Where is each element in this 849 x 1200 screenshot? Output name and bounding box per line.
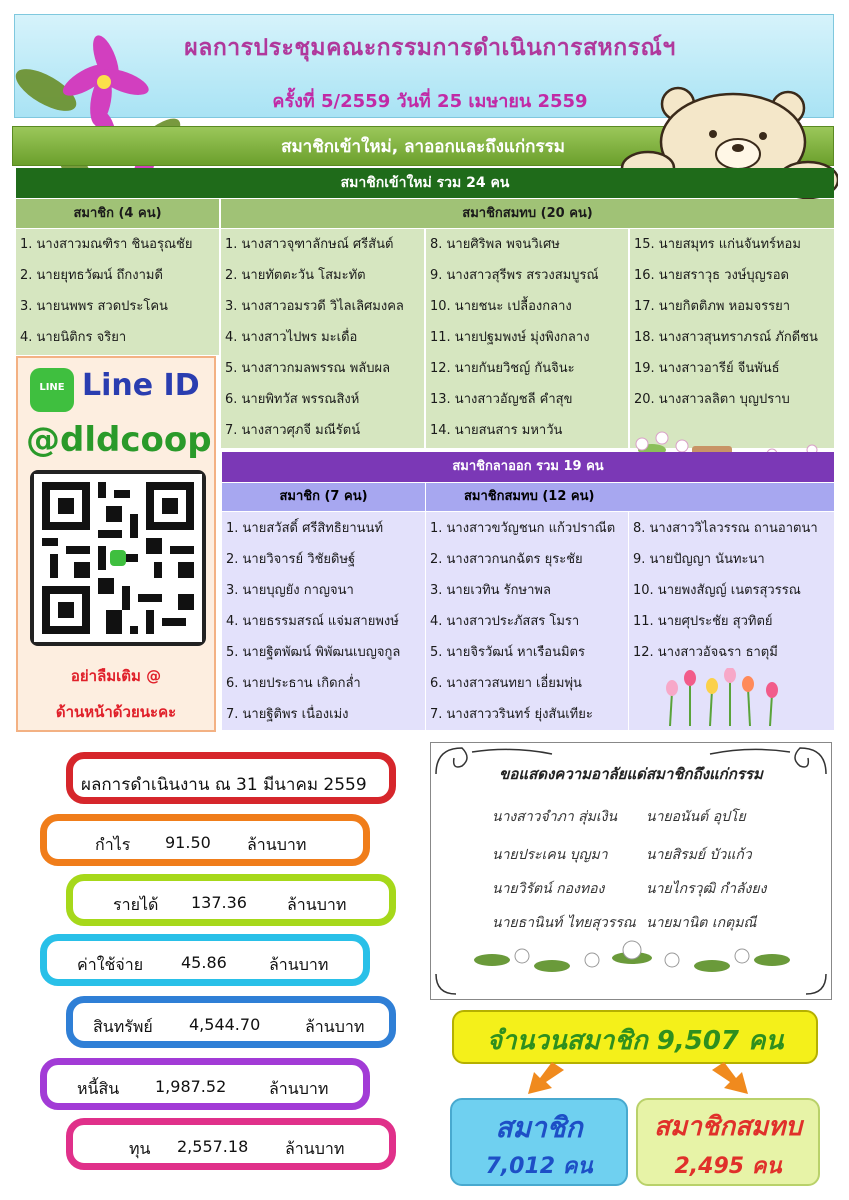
reminder-line-1: อย่าลืมเติม @ — [70, 667, 162, 685]
deceased-name: นางสาวจำภา สุ่มเงิน — [492, 809, 618, 825]
new-members-member-heading: สมาชิก (4 คน) — [16, 199, 219, 228]
expense-box — [40, 934, 370, 986]
list-item: 5. นายฐิตพัฒน์ พิพัฒนเบญจกูล — [226, 645, 401, 660]
deceased-name: นายวิรัตน์ กองทอง — [492, 881, 605, 897]
list-item: 6. นางสาวสนทยา เอี่ยมพุ่น — [430, 676, 582, 691]
list-item: 15. นายสมุทร แก่นจันทร์หอม — [634, 237, 801, 252]
expense-label: ค่าใช้จ่าย — [77, 955, 144, 974]
list-item: 7. นางสาววรินทร์ ยุ่งสันเทียะ — [430, 707, 593, 722]
profit-box — [40, 814, 370, 866]
new-assoc-list-2 — [426, 229, 628, 448]
liabilities-unit: ล้านบาท — [269, 1079, 329, 1098]
equity-label: ทุน — [129, 1139, 151, 1158]
equity-value: 2,557.18 — [177, 1137, 249, 1156]
deceased-name: นายธานินท์ ไทยสุวรรณ — [492, 915, 636, 931]
deceased-name: นายมานิต เกตุมณี — [646, 915, 757, 931]
qr-code[interactable] — [30, 470, 206, 646]
performance-title: ผลการดำเนินงาน ณ 31 มีนาคม 2559 — [81, 775, 367, 795]
list-item: 10. นายชนะ เปลื้องกลาง — [430, 299, 572, 314]
section-bar-title: สมาชิกเข้าใหม่, ลาออกและถึงแก่กรรม — [281, 137, 565, 157]
list-item: 3. นางสาวอมรวดี วิไลเลิศมงคล — [225, 299, 404, 314]
profit-label: กำไร — [95, 835, 131, 854]
list-item: 7. นางสาวศุภจี มณีรัตน์ — [225, 423, 361, 438]
assets-unit: ล้านบาท — [305, 1017, 365, 1036]
list-item: 17. นายกิตติภพ หอมจรรยา — [634, 299, 791, 314]
list-item: 16. นายสราวุธ วงษ์บุญรอด — [634, 268, 789, 283]
list-item: 11. นายปฐมพงษ์ มุ่งพิงกลาง — [430, 330, 590, 345]
resigned-heading: สมาชิกลาออก รวม 19 คน — [222, 452, 834, 482]
new-assoc-list-1 — [221, 229, 424, 448]
assoc-count-box — [636, 1098, 820, 1186]
list-item: 2. นางสาวกนกฉัตร ยุระชัย — [430, 552, 583, 567]
list-item: 4. นางสาวประภัสสร โมรา — [430, 614, 580, 629]
assoc-count-label: สมาชิกสมทบ — [654, 1112, 802, 1142]
profit-value: 91.50 — [165, 833, 211, 852]
line-handle[interactable]: @dldcoop — [26, 420, 212, 460]
revenue-unit: ล้านบาท — [287, 895, 347, 914]
list-item: 19. นางสาวอารีย์ จีนพันธ์ — [634, 361, 780, 376]
deceased-name: นายประเคน บุญมา — [492, 847, 608, 863]
list-item: 4. นายธรรมสรณ์ แจ่มสายพงษ์ — [226, 614, 399, 629]
new-members-assoc-heading: สมาชิกสมทบ (20 คน) — [221, 199, 834, 228]
list-item: 2. นายทัตตะวัน โสมะทัต — [225, 268, 366, 283]
list-item: 13. นางสาวอัญชลี คำสุข — [430, 392, 573, 407]
performance-title-box — [66, 752, 396, 804]
list-item: 12. นายกันยวิชญ์ กันจินะ — [430, 361, 575, 376]
resigned-member-heading: สมาชิก (7 คน) — [222, 483, 425, 511]
expense-value: 45.86 — [181, 953, 227, 972]
resigned-members-list — [222, 512, 425, 730]
list-item: 18. นางสาวสุนทราภรณ์ ภักดีชน — [634, 330, 818, 345]
list-item: 12. นางสาวอัจฉรา ธาตุมี — [633, 645, 778, 660]
list-item: 4. นางสาวไปพร มะเดื่อ — [225, 330, 358, 345]
list-item: 5. นางสาวกมลพรรณ พลับผล — [225, 361, 391, 376]
condolence-title: ขอแสดงความอาลัยแด่สมาชิกถึงแก่กรรม — [499, 765, 763, 783]
profit-unit: ล้านบาท — [247, 835, 307, 854]
list-item: 2. นายวิจารย์ วิชัยดิษฐ์ — [226, 552, 356, 567]
resigned-assoc-heading: สมาชิกสมทบ (12 คน) — [426, 483, 834, 511]
revenue-box — [66, 874, 396, 926]
list-item: 9. นางสาวสุรีพร สรวงสมบูรณ์ — [430, 268, 599, 283]
new-assoc-list-3 — [630, 229, 834, 448]
assets-value: 4,544.70 — [189, 1015, 261, 1034]
list-item: 11. นายศุประชัย สุวทิตย์ — [633, 614, 773, 629]
liabilities-value: 1,987.52 — [155, 1077, 227, 1096]
member-count-label: สมาชิก — [495, 1111, 583, 1144]
list-item: 1. นางสาวมณฑิรา ชินอรุณชัย — [20, 237, 193, 252]
list-item: 20. นางสาวลลิตา บุญปราบ — [634, 392, 790, 407]
qr-code-graphic — [34, 474, 202, 642]
meeting-info: ครั้งที่ 5/2559 วันที่ 25 เมษายน 2559 — [272, 91, 588, 112]
new-members-list — [16, 229, 219, 355]
assoc-count-value: 2,495 คน — [674, 1154, 782, 1179]
equity-box — [66, 1118, 396, 1170]
list-item: 1. นางสาวขวัญชนก แก้วปราณีต — [430, 521, 616, 536]
list-item: 10. นายพงสัญญ์ เนตรสุวรรณ — [633, 583, 801, 598]
list-item: 2. นายยุทธวัฒน์ ถึกงามดี — [20, 268, 163, 283]
line-logo-text: LINE — [39, 382, 65, 393]
resigned-assoc-list-1 — [426, 512, 628, 730]
reminder-line-2: ด้านหน้าด้วยนะคะ — [55, 703, 177, 721]
line-id-label: Line ID — [82, 368, 200, 403]
total-members: จำนวนสมาชิก 9,507 คน — [486, 1026, 784, 1056]
page-title: ผลการประชุมคณะกรรมการดำเนินการสหกรณ์ฯ — [184, 35, 676, 61]
equity-unit: ล้านบาท — [285, 1139, 345, 1158]
deceased-name: นายไกรวุฒิ กำลังยง — [646, 881, 767, 897]
revenue-value: 137.36 — [191, 893, 247, 912]
deceased-name: นายอนันต์ อุปโย — [646, 809, 746, 825]
liabilities-label: หนี้สิน — [77, 1079, 120, 1098]
tulip-decoration — [660, 668, 786, 728]
list-item: 3. นายเวทิน รักษาพล — [430, 583, 551, 598]
list-item: 6. นายประธาน เกิดกล่ำ — [226, 676, 361, 691]
assets-label: สินทรัพย์ — [93, 1017, 153, 1036]
member-count-value: 7,012 คน — [485, 1154, 593, 1179]
list-item: 4. นายนิติกร จริยา — [20, 330, 127, 345]
new-members-heading: สมาชิกเข้าใหม่ รวม 24 คน — [16, 168, 834, 198]
list-item: 8. นางสาววิไลวรรณ ถานอาตนา — [633, 521, 818, 536]
member-count-box — [450, 1098, 628, 1186]
deceased-name: นายสิรมย์ บัวแก้ว — [646, 847, 752, 863]
arrow-down-left-icon — [526, 1062, 566, 1096]
list-item: 3. นายบุญยัง กาญจนา — [226, 583, 354, 598]
liabilities-box — [40, 1058, 370, 1110]
list-item: 1. นายสวัสดิ์ ศรีสิทธิยานนท์ — [226, 521, 384, 536]
arrow-down-right-icon — [710, 1062, 750, 1096]
list-item: 9. นายปัญญา นันทะนา — [633, 552, 765, 567]
list-item: 14. นายสนสาร มหาวัน — [430, 423, 563, 438]
revenue-label: รายได้ — [113, 895, 159, 914]
list-item: 7. นายฐิติพร เนื่องเม่ง — [226, 707, 349, 722]
list-item: 5. นายจิรวัฒน์ หาเรือนมิตร — [430, 645, 585, 660]
assets-box — [66, 996, 396, 1048]
list-item: 6. นายพิทวัส พรรณสิงห์ — [225, 392, 360, 407]
list-item: 3. นายนพพร สวดประโคน — [20, 299, 168, 314]
list-item: 8. นายศิริพล พจนวิเศษ — [430, 237, 560, 252]
list-item: 1. นางสาวจุฑาลักษณ์ ศรีสันต์ — [225, 237, 394, 252]
expense-unit: ล้านบาท — [269, 955, 329, 974]
